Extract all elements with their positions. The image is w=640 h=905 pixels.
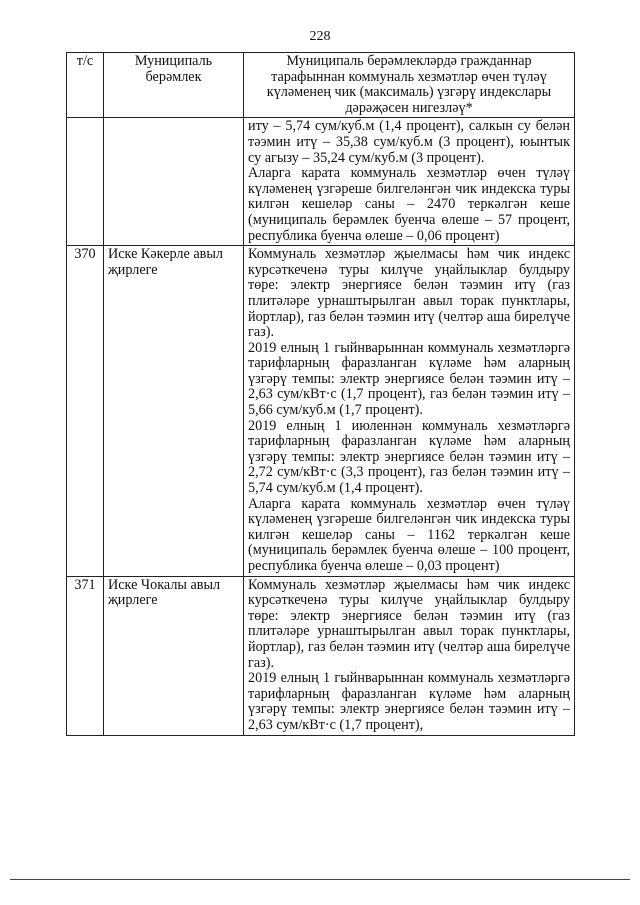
tariff-index-table — [66, 52, 575, 736]
bottom-divider — [10, 879, 630, 880]
table-header-row — [67, 53, 575, 118]
paragraph: 2019 елның 1 июленнән коммуналь хезмәтләргә тарифларның фаразланган күләме һәм аларның үзгәрү темпы: электр энергиясе белән тәэмин итү – 2,72 сум/кВт·с (3,3 процент), газ белән тәэмин итү – 5,74 сум/куб.м (1,4 процент). — [248, 417, 570, 497]
cell-num: 371 — [67, 576, 104, 735]
paragraph: Коммуналь хезмәтләр җыелмасы һәм чик индекс курсәткеченә туры килүче уңайлыклар булдыру төре: электр энергиясе белән тәэмин итү (газ плитәләре урнаштырылган авыл торак пунктлары, йортлар), газ белән тәэмин итү (челтәр аша бирелүче газ). — [248, 576, 570, 671]
paragraph: иту – 5,74 сум/куб.м (1,4 процент), салкын су белән тәэмин итү – 35,38 сум/куб.м (3 процент), юынтык су агызу – 35,24 сум/куб.м (3 процент). — [248, 118, 570, 166]
cell-name-empty — [104, 118, 244, 246]
table-row-371 — [67, 576, 575, 735]
header-municipality: Муниципаль берәмлек — [104, 53, 244, 118]
table-row-continued — [67, 118, 575, 246]
cell-description — [244, 576, 575, 735]
page-number: 228 — [309, 29, 331, 44]
cell-description — [244, 246, 575, 576]
paragraph: Аларга карата коммуналь хезмәтләр өчен түләү күләменең үзгәреше билгеләнгән чик индекска туры килгән кешеләр саны – 2470 теркәлгән кеше (муниципаль берәмлек буенча өлеше – 57 процент, республика буенча өлеше – 0,06 процент) — [248, 165, 570, 244]
cell-description — [244, 118, 575, 246]
paragraph: 2019 елның 1 гыйнварыннан коммуналь хезмәтләргә тарифларның фаразланган күләме һәм аларның үзгәрү темпы: электр энергиясе белән тәэмин итү – 2,63 сум/кВт·с (1,7 процент), — [248, 670, 570, 733]
cell-num-empty — [67, 118, 104, 246]
cell-num: 370 — [67, 246, 104, 576]
paragraph: Аларга карата коммуналь хезмәтләр өчен түләү күләменең үзгәреше билгеләнгән чик индекска туры килгән кешеләр саны – 1162 теркәлгән кеше (муниципаль берәмлек буенча өлеше – 100 процент, республика буенча өлеше – 0,03 процент) — [248, 495, 570, 574]
cell-municipality: Иске Кәкерле авыл җирлеге — [104, 246, 244, 576]
paragraph: 2019 елның 1 гыйнварыннан коммуналь хезмәтләргә тарифларның фаразланган күләме һәм аларның үзгәрү темпы: электр энергиясе белән тәэмин итү – 2,63 сум/кВт·с (1,7 процент), газ белән тәэмин итү – 5,66 сум/куб.м (1,7 процент). — [248, 339, 570, 419]
paragraph: Коммуналь хезмәтләр җыелмасы һәм чик индекс курсәткеченә туры килүче уңайлыклар булдыру төре: электр энергиясе белән тәэмин итү (газ плитәләре урнаштырылган авыл торак пунктлары, йортлар), газ белән тәэмин итү (челтәр аша бирелүче газ). — [248, 246, 570, 341]
table-row-370 — [67, 246, 575, 576]
cell-municipality: Иске Чокалы авыл җирлеге — [104, 576, 244, 735]
header-num: т/с — [67, 53, 104, 118]
header-description: Муниципаль берәмлекләрдә гражданнар тарафыннан коммуналь хезмәтләр өчен түләү күләменең чик (максималь) үзгәрү индекслары дәрәҗәсен нигезләү* — [244, 53, 575, 118]
